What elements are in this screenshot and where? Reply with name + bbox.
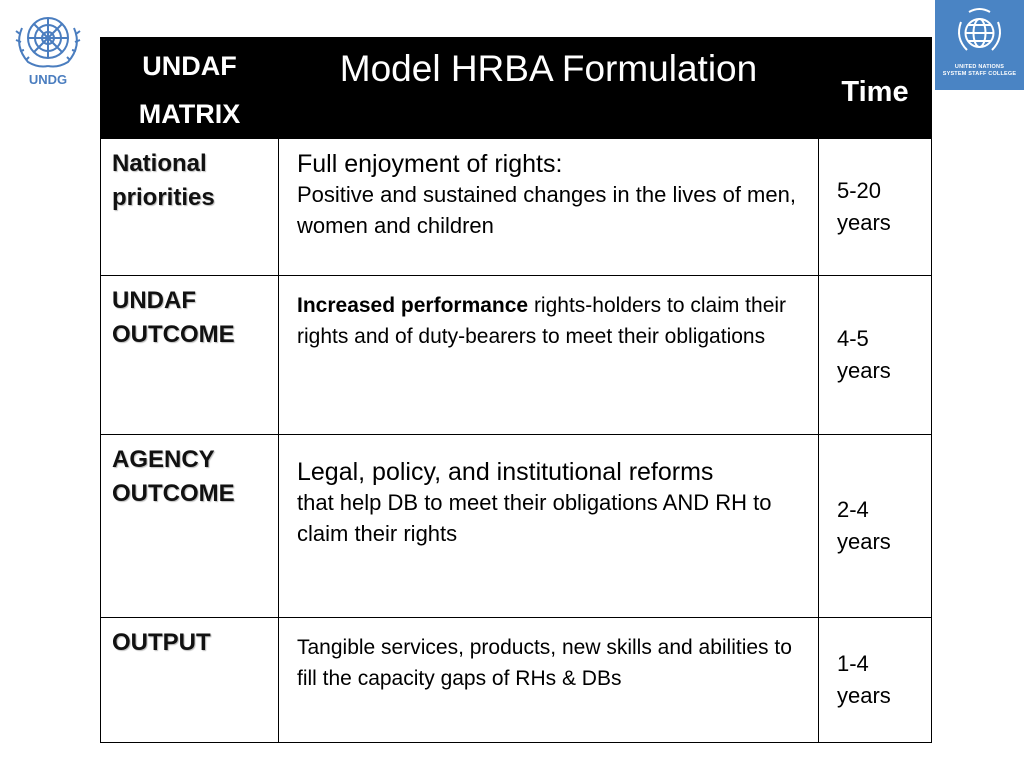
row-description [279,618,819,743]
row-description-text: rights-holders to claim their rights and of duty-bearers to meet their obligations [297,294,787,348]
un-emblem-icon [8,6,88,72]
row-label-line1: UNDAF [112,287,196,314]
un-globe-icon [935,0,1024,62]
row-label-line1: National [112,150,207,177]
header-title-cell [279,38,819,139]
header-undaf-matrix [101,38,279,139]
row-label-line1: OUTPUT [112,629,211,656]
row-time-range: 1-4 [837,651,869,676]
row-time [819,139,932,276]
undaf-matrix-table [100,37,932,743]
unssc-logo [935,0,1024,90]
row-label-line2: OUTCOME [112,321,235,348]
row-time-range: 5-20 [837,178,882,203]
table-row [101,435,932,618]
header-matrix-line2: MATRIX [138,99,241,129]
table-row [101,276,932,435]
row-description-lead: Full enjoyment of rights: [297,150,563,178]
row-time [819,435,932,618]
row-label-undaf-outcome [101,276,279,435]
page-title: Model HRBA Formulation [339,48,758,89]
row-time [819,276,932,435]
row-label-output [101,618,279,743]
unssc-logo-text [935,64,1024,78]
row-description-lead: Increased performance [297,294,529,317]
row-label-line2: priorities [112,184,215,211]
row-time-unit: years [837,683,891,708]
row-label-line2: OUTCOME [112,480,235,507]
table-row [101,139,932,276]
row-description-lead: Legal, policy, and institutional reforms [297,458,714,486]
row-label-line1: AGENCY [112,446,215,473]
row-description [279,435,819,618]
unssc-logo-line1: UNITED NATIONS [954,64,1005,70]
row-time-range: 4-5 [837,326,869,351]
unssc-logo-line2: SYSTEM STAFF COLLEGE [942,71,1017,77]
row-description-text: that help DB to meet their obligations AND RH to claim their rights [297,490,772,546]
header-time: Time [841,76,909,108]
table-header-row [101,38,932,139]
row-time-unit: years [837,529,891,554]
row-description [279,139,819,276]
row-time-unit: years [837,210,891,235]
row-time-unit: years [837,358,891,383]
row-label-agency-outcome [101,435,279,618]
table-row [101,618,932,743]
row-description-text: Positive and sustained changes in the lives of men, women and children [297,182,796,238]
undg-logo-text: UNDG [28,72,68,87]
row-time-range: 2-4 [837,497,869,522]
header-time-cell [819,38,932,139]
row-time [819,618,932,743]
row-description-text: Tangible services, products, new skills and abilities to fill the capacity gaps of RHs & DBs [297,636,792,690]
row-label-national-priorities [101,139,279,276]
undg-logo [8,6,88,96]
header-matrix-line1: UNDAF [142,51,237,81]
row-description [279,276,819,435]
